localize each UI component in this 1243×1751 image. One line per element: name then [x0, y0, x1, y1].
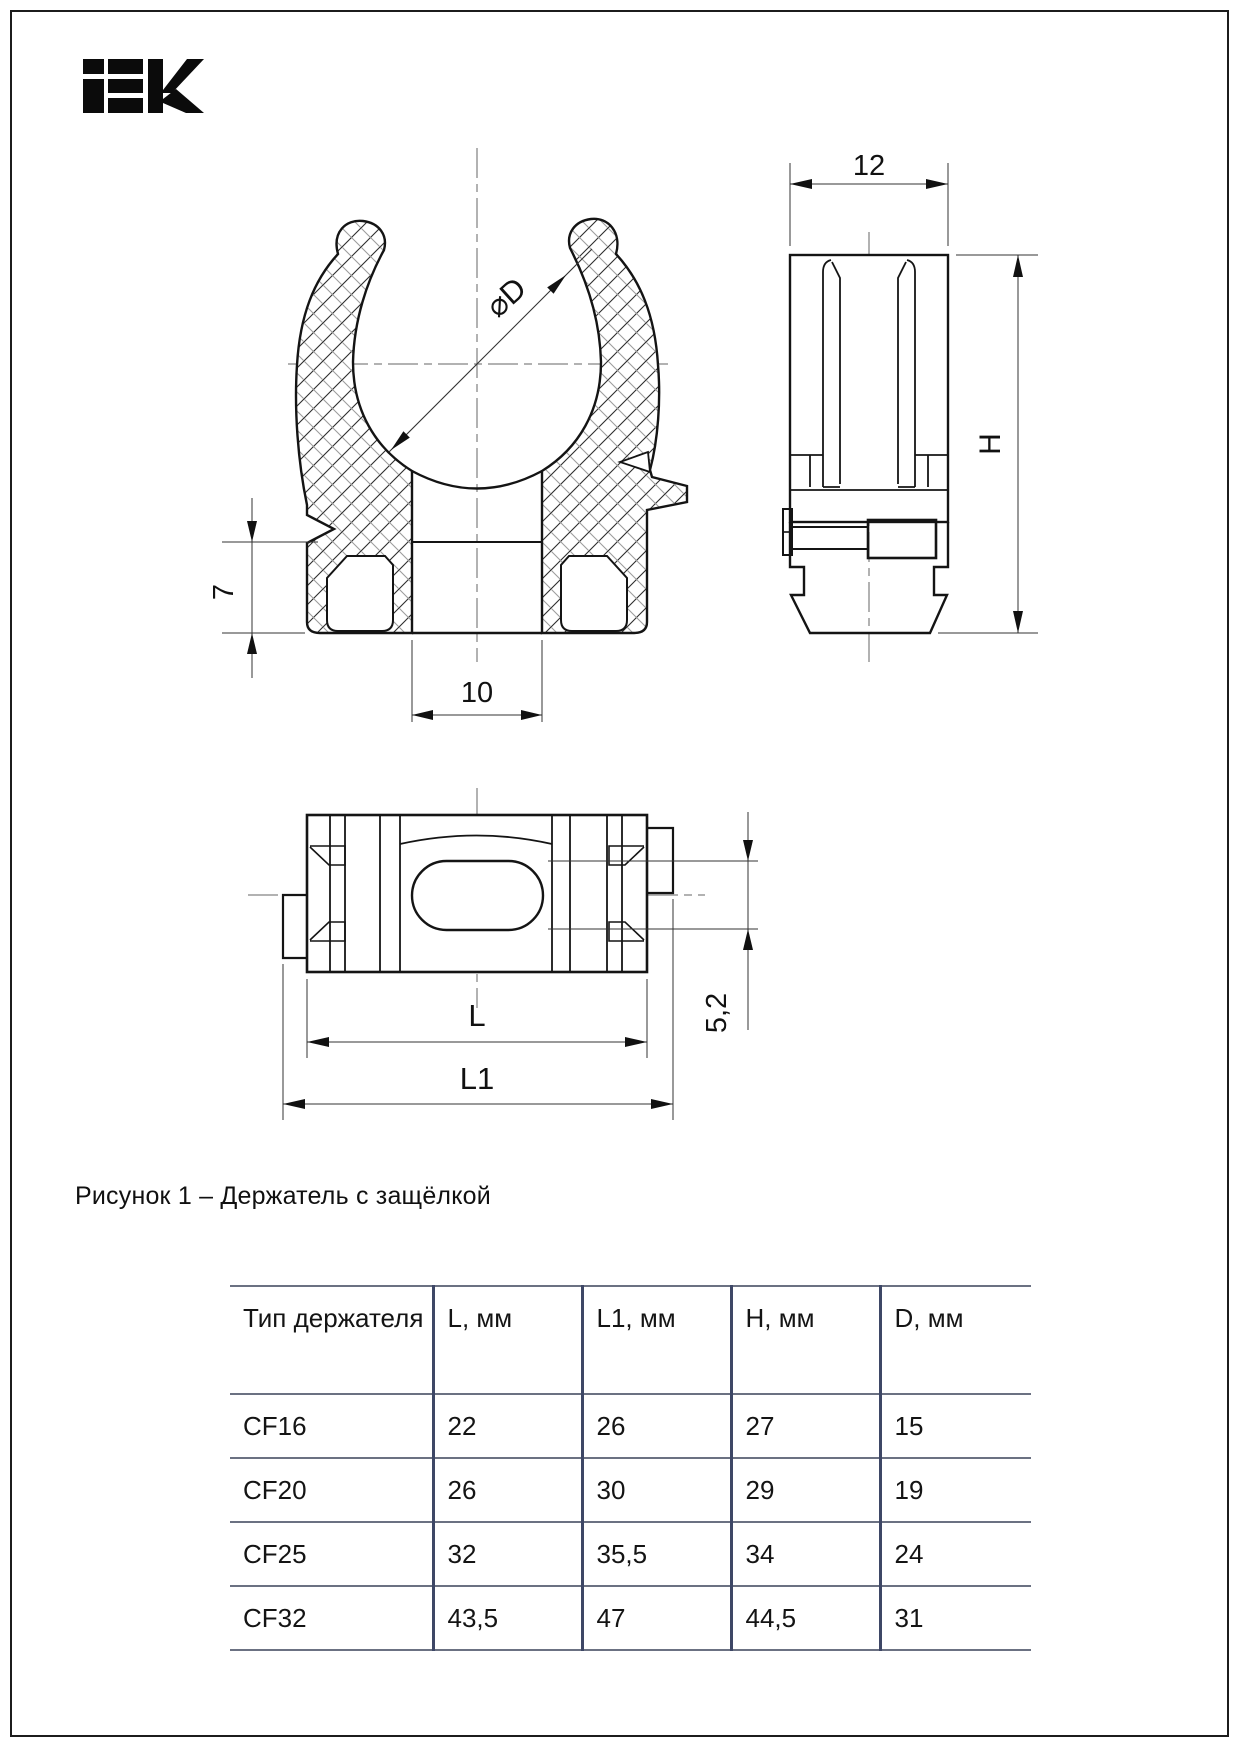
table-row: [230, 1586, 1031, 1650]
dim-l-arrow-right: [625, 1037, 647, 1047]
dim-52-arrow-top: [743, 840, 753, 861]
dim-10-label: 10: [460, 677, 494, 709]
dim-h-label: H: [974, 433, 1007, 455]
cell-type: CF25: [243, 1538, 307, 1569]
dim-h-arrow-top: [1013, 255, 1023, 277]
side-view: [783, 150, 1038, 662]
dim-10-arrow-right: [521, 710, 542, 720]
dim-l1-arrow-right: [651, 1099, 673, 1109]
dim-l-label: L: [468, 998, 486, 1033]
header-type: Тип держателя: [243, 1303, 424, 1333]
table-row: [230, 1394, 1031, 1458]
dim-52-label: 5,2: [701, 992, 733, 1034]
cell-h: 29: [731, 1458, 880, 1522]
cell-l1: 30: [582, 1458, 731, 1522]
cell-d: 24: [880, 1522, 1031, 1586]
dim-52-arrow-bottom: [743, 929, 753, 950]
bottom-oval-slot: [412, 861, 543, 930]
base-cavity-left: [327, 556, 393, 631]
base-cavity-right: [561, 556, 627, 631]
dim-l-arrow-left: [307, 1037, 329, 1047]
cell-h: 34: [731, 1522, 880, 1586]
dim-7-arrow-bottom: [247, 633, 257, 654]
dim-10-arrow-left: [412, 710, 433, 720]
dim-12-label: 12: [852, 150, 886, 182]
dim-l1-arrow-left: [283, 1099, 305, 1109]
cell-l: 43,5: [433, 1586, 582, 1650]
dim-7-label: 7: [208, 583, 240, 601]
header-h: H, мм: [731, 1286, 880, 1394]
cell-h: 27: [731, 1394, 880, 1458]
header-d: D, мм: [880, 1286, 1031, 1394]
cell-type: CF20: [243, 1474, 307, 1505]
bottom-view: [248, 788, 758, 1120]
cell-l: 26: [433, 1458, 582, 1522]
table-row: [230, 1522, 1031, 1586]
cell-d: 31: [880, 1586, 1031, 1650]
cell-type: CF32: [243, 1602, 307, 1633]
figure-caption: Рисунок 1 – Держатель с защёлкой: [75, 1182, 491, 1210]
cell-l: 22: [433, 1394, 582, 1458]
cell-h: 44,5: [731, 1586, 880, 1650]
cell-l1: 26: [582, 1394, 731, 1458]
header-l: L, мм: [433, 1286, 582, 1394]
dim-12-arrow-left: [790, 179, 812, 189]
bottom-left-tab: [283, 895, 307, 958]
cell-type: CF16: [243, 1410, 307, 1441]
front-view: [208, 148, 687, 722]
table-header-row: [230, 1286, 1031, 1394]
header-l1: L1, мм: [582, 1286, 731, 1394]
dimensions-table: [230, 1285, 1031, 1651]
table-row: [230, 1458, 1031, 1522]
cell-l: 32: [433, 1522, 582, 1586]
cell-d: 15: [880, 1394, 1031, 1458]
dim-7-arrow-top: [247, 521, 257, 542]
dim-l1-label: L1: [459, 1061, 495, 1096]
cell-d: 19: [880, 1458, 1031, 1522]
dim-12-arrow-right: [926, 179, 948, 189]
side-body: [790, 255, 948, 522]
dim-d-label: ⌀D: [479, 270, 533, 324]
cell-l1: 47: [582, 1586, 731, 1650]
dim-h-arrow-bottom: [1013, 611, 1023, 633]
cell-l1: 35,5: [582, 1522, 731, 1586]
